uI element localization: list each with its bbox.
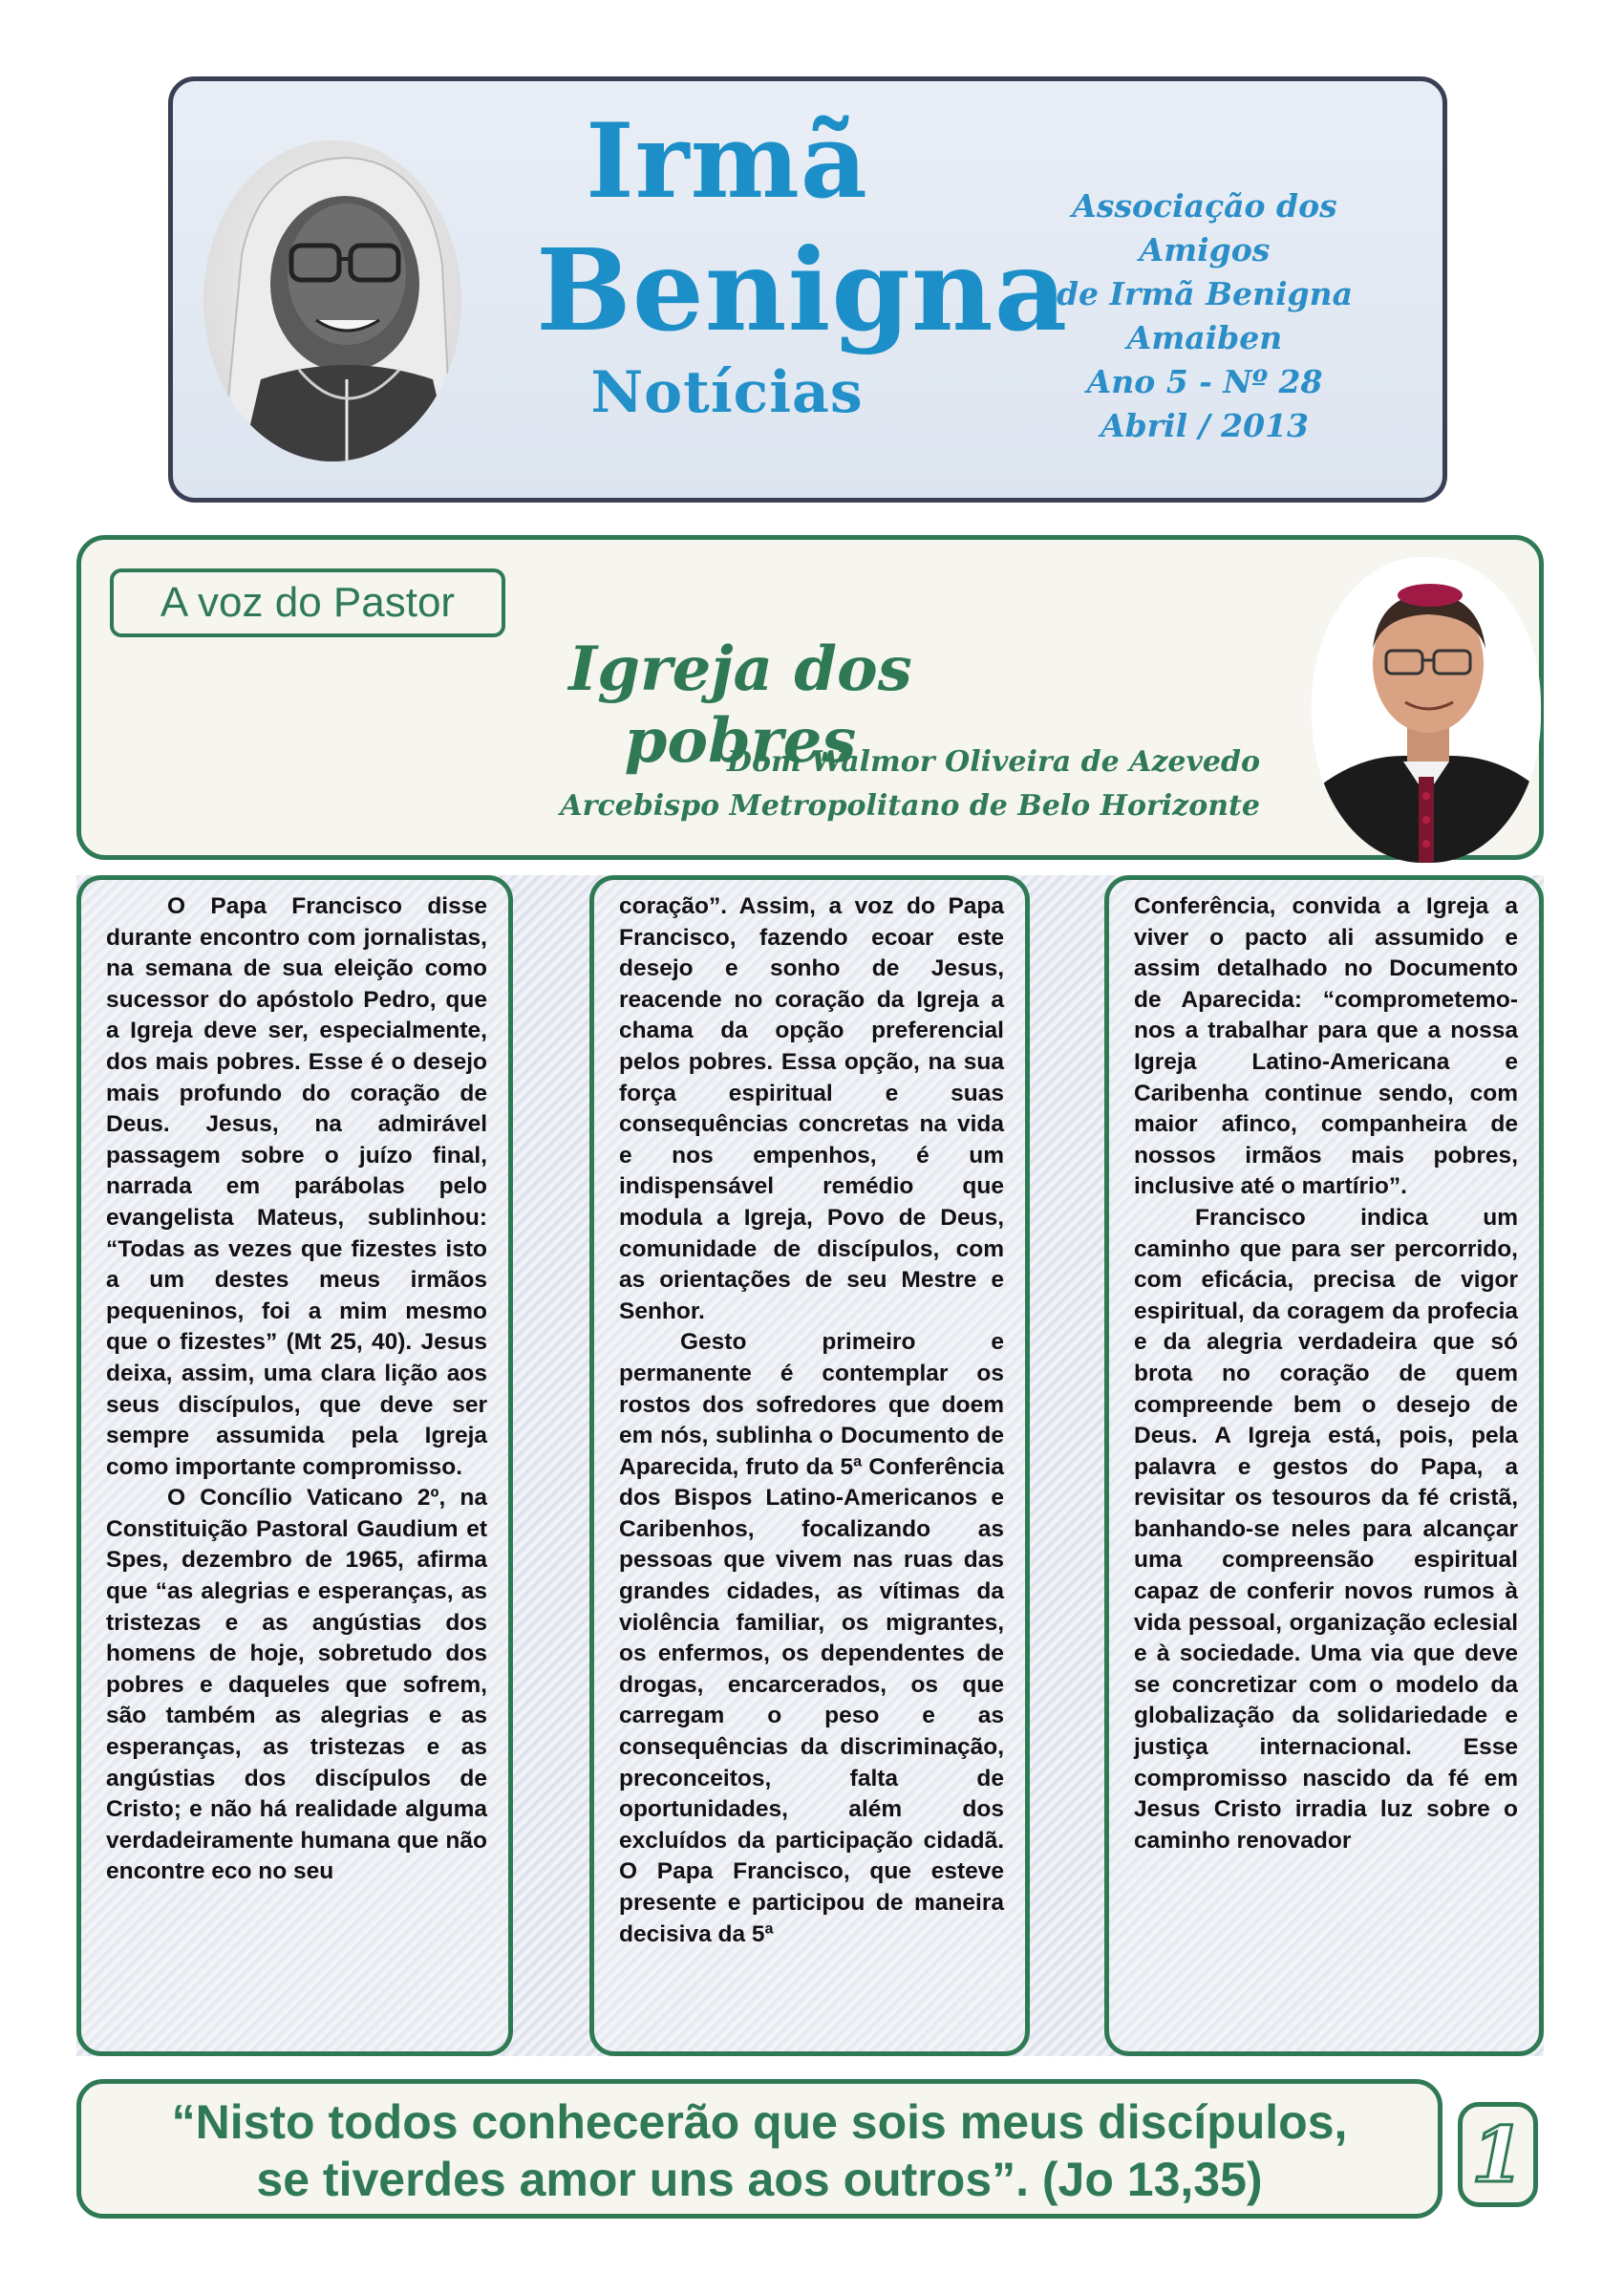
article-paragraph: O Papa Francisco disse durante encontro com jornalistas, na semana de sua eleição como sucessor do apóstolo Pedro, que a Igreja deve ser, especialmente, dos mais pobres. Esse é o desejo mais profundo do coração de Deus. Jesus, na admirável passagem sobre o juízo final, narrada em parábolas pelo evangelista Mateus, sublinhou: “Todas as vezes que fizestes isto a um destes meus irmãos pequeninos, foi a mim mesmo que o fizestes” (Mt 25, 40). Jesus deixa, assim, uma clara lição aos seus discípulos, que deve ser sempre assumida pela Igreja como importante compromisso.: [106, 893, 487, 1480]
title-line-1: Irmã: [586, 101, 868, 222]
article-column-3: [1104, 875, 1544, 2056]
association-name-2: de Irmã Benigna: [1056, 275, 1354, 312]
author-name: Dom Walmor Oliveira de Azevedo: [726, 745, 1260, 779]
author-role: Arcebispo Metropolitano de Belo Horizonte: [560, 789, 1260, 823]
bishop-photo: [1312, 557, 1541, 863]
article-paragraph: coração”. Assim, a voz do Papa Francisco, fazendo ecoar este desejo e sonho de Jesus, reacende no coração da Igreja a chama da opção preferencial pelos pobres. Essa opção, na sua força espiritual e suas consequências concretas na vida e nos empenhos, é um indispensável remédio que modula a Igreja, Povo de Deus, comunidade de discípulos, com as orientações de seu Mestre e Senhor.: [619, 893, 1004, 1324]
masthead: [168, 76, 1447, 503]
association-acronym: Amaiben: [1126, 319, 1283, 356]
article-paragraph: Francisco indica um caminho que para ser percorrido, com eficácia, precisa de vigor espiritual, da coragem da profecia e da alegria verdadeira que só brota no coração de quem compreende bem o desejo de Deus. A Igreja está, pois, pela palavra e gestos do Papa, a revisitar os tesouros da fé cristã, banhando-se neles para alcançar uma compreensão espiritual capaz de conferir novos rumos à vida pessoal, organização eclesial e à sociedade. Uma via que deve se concretizar com o modelo da globalização da solidariedade e justiça internacional. Esse compromisso nascido da fé em Jesus Cristo irradia luz sobre o caminho renovador: [1134, 1204, 1518, 1854]
article-author: [463, 740, 1260, 828]
quote-line-1: “Nisto todos conhecerão que sois meus discípulos,: [171, 2095, 1348, 2149]
article-title: Igreja dos pobres: [568, 633, 912, 777]
article-paragraph: Gesto primeiro e permanente é contemplar os rostos dos sofredores que doem em nós, sublinha o Documento de Aparecida, fruto da 5ª Conferência dos Bispos Latino-Americanos e Caribenhos, focalizando as pessoas que vivem nas ruas das grandes cidades, as vítimas da violência familiar, os migrantes, os enfermos, os dependentes de drogas, encarcerados, os que carregam o peso e as consequências da discriminação, preconceitos, falta de oportunidades, além dos excluídos da participação cidadã. O Papa Francisco, que esteve presente e participou de maneira decisiva da 5ª: [619, 1329, 1004, 1947]
article-header: [76, 535, 1544, 860]
page-number: 1: [1458, 2102, 1538, 2207]
association-name-1: Associação dos Amigos: [1072, 187, 1337, 268]
section-label: A voz do Pastor: [110, 568, 505, 637]
article-column-2: [589, 875, 1030, 2056]
article-column-1: [76, 875, 513, 2056]
issue-date: Abril / 2013: [1100, 407, 1309, 444]
newsletter-title: [536, 101, 1069, 426]
quote-line-2: se tiverdes amor uns aos outros”. (Jo 13,35): [256, 2153, 1263, 2206]
issue-number: Ano 5 - Nº 28: [1086, 363, 1323, 400]
article-paragraph: Conferência, convida a Igreja a viver o pacto ali assumido e assim detalhado no Documento de Aparecida: “comprometemo-nos a trabalhar para que a nossa Igreja Latino-Americana e Caribenha continue sendo, com maior afinco, companheira de nossos irmãos mais pobres, inclusive até o martírio”.: [1134, 893, 1518, 1200]
title-line-2: Benigna: [536, 224, 1069, 356]
association-info: [1014, 184, 1396, 448]
bible-quote: [76, 2079, 1442, 2219]
irma-benigna-photo: [203, 140, 461, 461]
title-line-3: Notícias: [590, 359, 864, 426]
article-paragraph: O Concílio Vaticano 2º, na Constituição Pastoral Gaudium et Spes, dezembro de 1965, afirma que “as alegrias e esperanças, as tristezas e as angústias dos homens de hoje, sobretudo dos pobres e daqueles que sofrem, são também as alegrias e as esperanças, as tristezas e as angústias dos discípulos de Cristo; e não há realidade alguma verdadeiramente humana que não encontre eco no seu: [106, 1485, 487, 1885]
